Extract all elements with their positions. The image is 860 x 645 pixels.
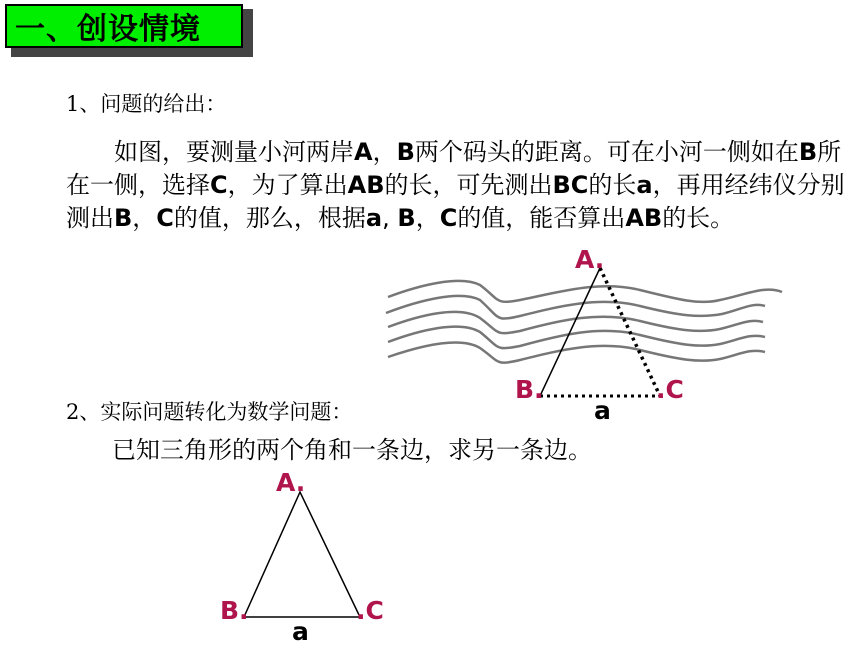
river-label-a: A. <box>575 245 605 274</box>
triangle-side-a: a <box>292 617 309 645</box>
paragraph-text: 如图，要测量小河两岸A，B两个码头的距离。可在小河一侧如在B所在一侧，选择C，为了算出AB的长，可先测出BC的长a，再用经纬仪分别测出B，C的值，那么，根据a, B，C的值，能否算出AB的长。 <box>66 138 845 232</box>
triangle-label-a: A. <box>276 468 306 497</box>
triangle-label-b: B. <box>220 596 249 625</box>
triangle-label-c: .C <box>356 596 384 625</box>
river-label-c: .C <box>656 375 684 404</box>
page-title: 一、创设情境 <box>15 12 201 47</box>
river-label-b: B. <box>515 375 544 404</box>
section1-heading: 1、问题的给出： <box>66 92 227 116</box>
river-line <box>386 296 765 319</box>
section2-heading: 2、实际问题转化为数学问题： <box>66 400 353 424</box>
river-figure <box>386 281 782 363</box>
river-side-a: a <box>594 396 611 425</box>
section2-statement: 已知三角形的两个角和一条边，求另一条边。 <box>112 436 592 464</box>
triangle-figure <box>244 492 360 617</box>
